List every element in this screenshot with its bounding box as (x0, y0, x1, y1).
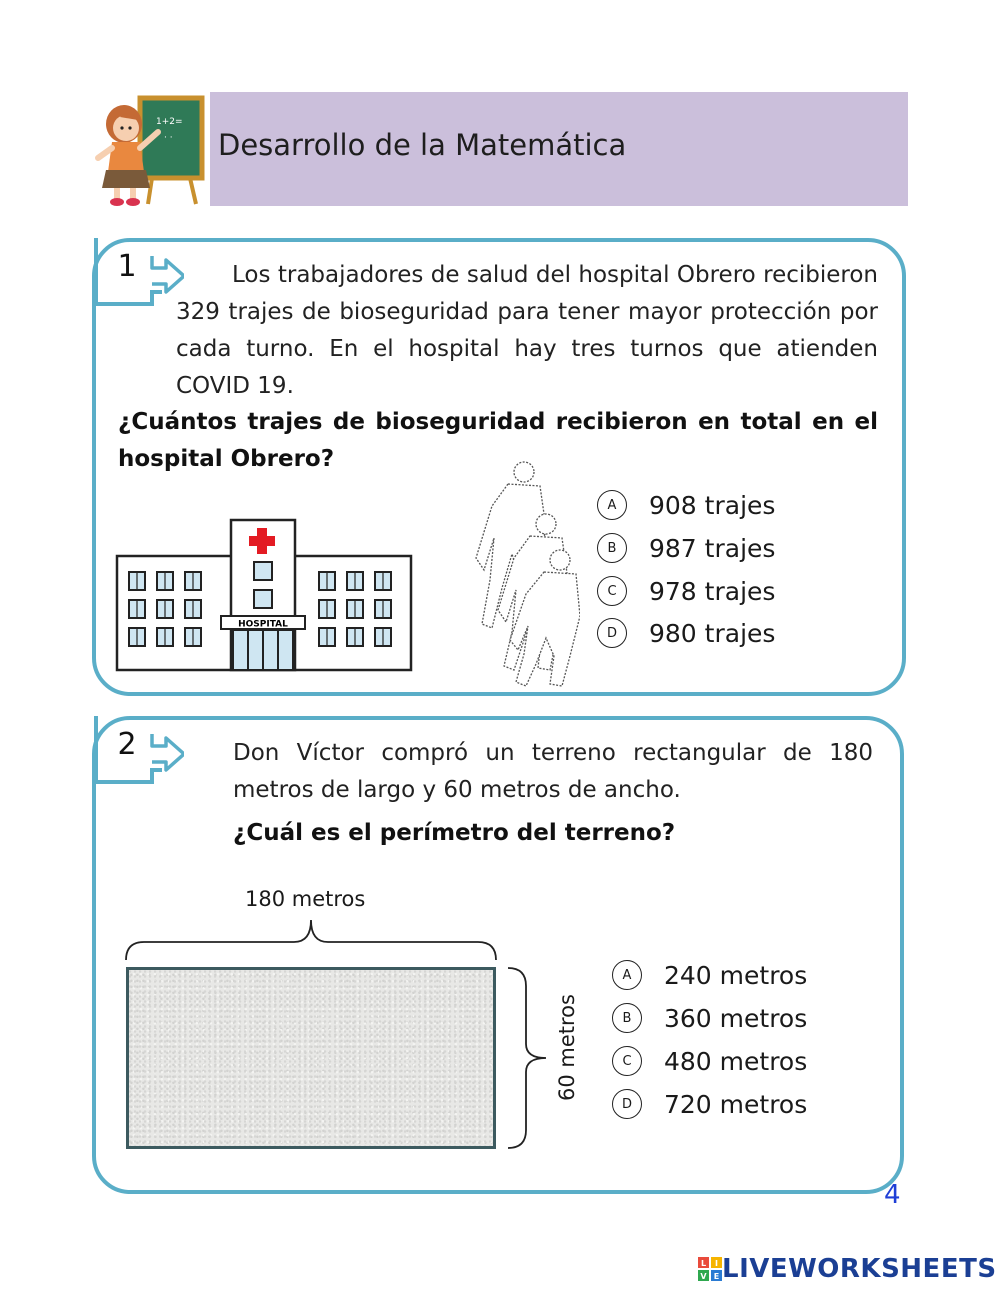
liveworksheets-brand[interactable] (698, 1254, 997, 1284)
svg-text:V: V (700, 1272, 707, 1281)
q2-option-a[interactable] (612, 960, 807, 990)
option-letter-circle: D (597, 618, 627, 648)
option-letter-circle: C (597, 576, 627, 606)
option-letter-circle: B (612, 1003, 642, 1033)
length-brace (124, 916, 498, 962)
question-1-paragraph: Los trabajadores de salud del hospital Obrero recibieron 329 trajes de bioseguridad para tener mayor protección por cada turno. En el hospital hay tres turnos que atienden COVID 19. (176, 262, 878, 399)
option-text: 908 trajes (649, 490, 776, 520)
question-1-prompt: ¿Cuántos trajes de bioseguridad recibieron en total en el hospital Obrero? (118, 409, 878, 472)
option-letter-circle: B (597, 533, 627, 563)
q1-option-d[interactable] (597, 618, 775, 648)
q1-option-b[interactable] (597, 533, 775, 563)
option-text: 480 metros (664, 1046, 808, 1076)
question-2-number: 2 (117, 727, 137, 762)
q1-option-c[interactable] (597, 576, 775, 606)
option-text: 720 metros (664, 1089, 808, 1119)
hospital-illustration (115, 518, 413, 673)
page-number: 4 (884, 1180, 901, 1210)
q2-option-b[interactable] (612, 1003, 807, 1033)
svg-text:I: I (715, 1259, 718, 1268)
option-letter-circle: C (612, 1046, 642, 1076)
svg-text:E: E (713, 1272, 720, 1281)
option-text: 360 metros (664, 1003, 808, 1033)
chalkboard-text: 1+2= (156, 117, 183, 127)
rectangular-terrain (126, 967, 496, 1149)
liveworksheets-logo-icon (698, 1257, 722, 1281)
question-1-number: 1 (117, 249, 137, 284)
hospital-sign: HOSPITAL (238, 619, 288, 630)
svg-text:· ·: · · (164, 133, 173, 143)
q2-option-d[interactable] (612, 1089, 807, 1119)
question-2-prompt: ¿Cuál es el perímetro del terreno? (233, 820, 676, 846)
option-text: 987 trajes (649, 533, 776, 563)
page-title: Desarrollo de la Matemática (218, 128, 627, 162)
option-letter-circle: A (597, 490, 627, 520)
option-letter-circle: A (612, 960, 642, 990)
biosafety-suits-illustration (432, 458, 580, 688)
question-2-paragraph: Don Víctor compró un terreno rectangular de 180 metros de largo y 60 metros de ancho. (233, 740, 873, 803)
option-text: 980 trajes (649, 618, 776, 648)
q2-option-c[interactable] (612, 1046, 807, 1076)
length-label: 180 metros (245, 887, 366, 911)
teacher-chalkboard-illustration (92, 92, 210, 210)
option-letter-circle: D (612, 1089, 642, 1119)
width-label: 60 metros (555, 994, 579, 1101)
option-text: 978 trajes (649, 576, 776, 606)
svg-text:L: L (700, 1259, 707, 1268)
option-text: 240 metros (664, 960, 808, 990)
liveworksheets-wordmark: LIVEWORKSHEETS (722, 1254, 997, 1284)
width-brace (506, 966, 550, 1150)
q1-option-a[interactable] (597, 490, 775, 520)
